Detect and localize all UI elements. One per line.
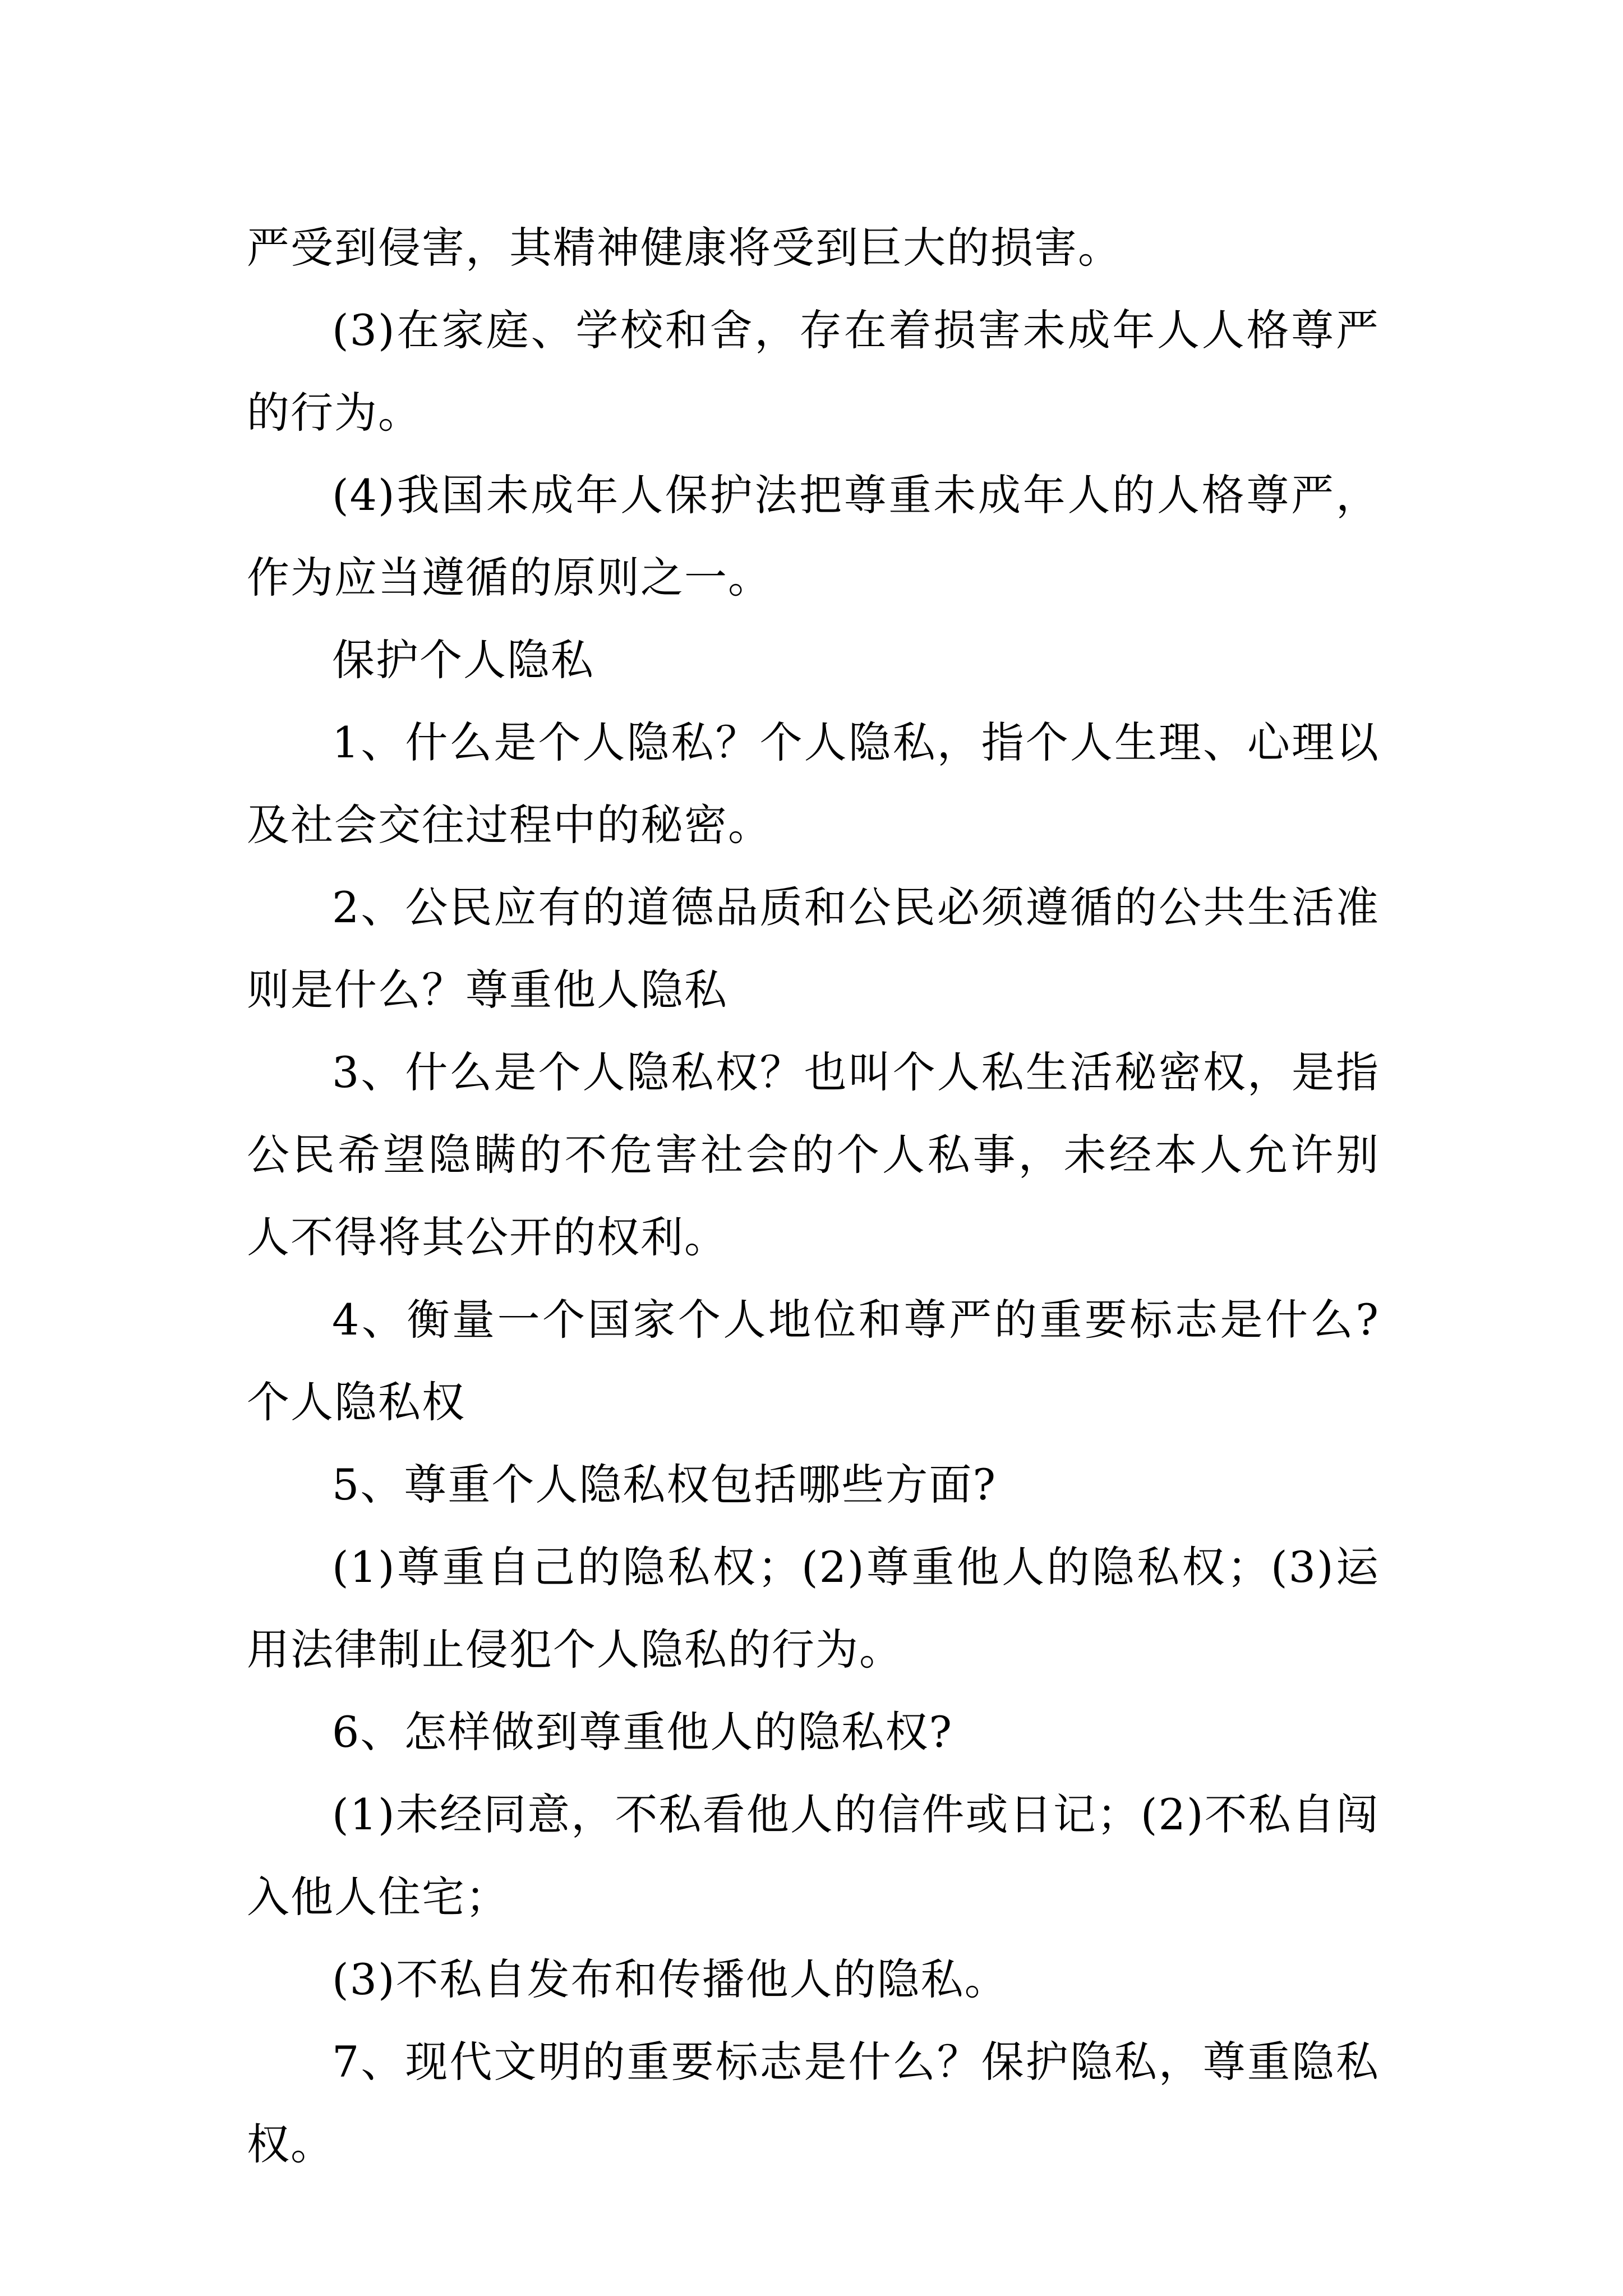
paragraph-question-1: 1、什么是个人隐私？个人隐私，指个人生理、心理以及社会交往过程中的秘密。 [247, 717, 1380, 850]
paragraph-question-4: 4、衡量一个国家个人地位和尊严的重要标志是什么?个人隐私权 [247, 1295, 1380, 1427]
paragraph-1: 严受到侵害，其精神健康将受到巨大的损害。 [247, 223, 1122, 273]
document-body [247, 206, 1380, 2185]
paragraph-2: (3)在家庭、学校和舍，存在着损害未成年人人格尊严的行为。 [247, 305, 1380, 438]
paragraph-3: (4)我国未成年人保护法把尊重未成年人的人格尊严，作为应当遵循的原则之一。 [247, 470, 1380, 602]
paragraph-question-2: 2、公民应有的道德品质和公民必须遵循的公共生活准则是什么？尊重他人隐私 [247, 882, 1380, 1015]
paragraph-answer-6a: (1)未经同意，不私看他人的信件或日记；(2)不私自闯入他人住宅； [247, 1789, 1380, 1922]
paragraph-question-6: 6、怎样做到尊重他人的隐私权? [332, 1707, 953, 1757]
paragraph-question-5: 5、尊重个人隐私权包括哪些方面? [332, 1460, 997, 1510]
section-heading-privacy: 保护个人隐私 [332, 635, 594, 685]
paragraph-answer-6b: (3)不私自发布和传播他人的隐私。 [332, 1954, 1008, 2004]
paragraph-answer-5: (1)尊重自己的隐私权；(2)尊重他人的隐私权；(3)运用法律制止侵犯个人隐私的行为。 [247, 1542, 1380, 1674]
paragraph-question-7: 7、现代文明的重要标志是什么？保护隐私，尊重隐私权。 [247, 2037, 1380, 2169]
paragraph-question-3: 3、什么是个人隐私权？也叫个人私生活秘密权，是指公民希望隐瞒的不危害社会的个人私事，未经本人允许别人不得将其公开的权利。 [247, 1047, 1380, 1262]
